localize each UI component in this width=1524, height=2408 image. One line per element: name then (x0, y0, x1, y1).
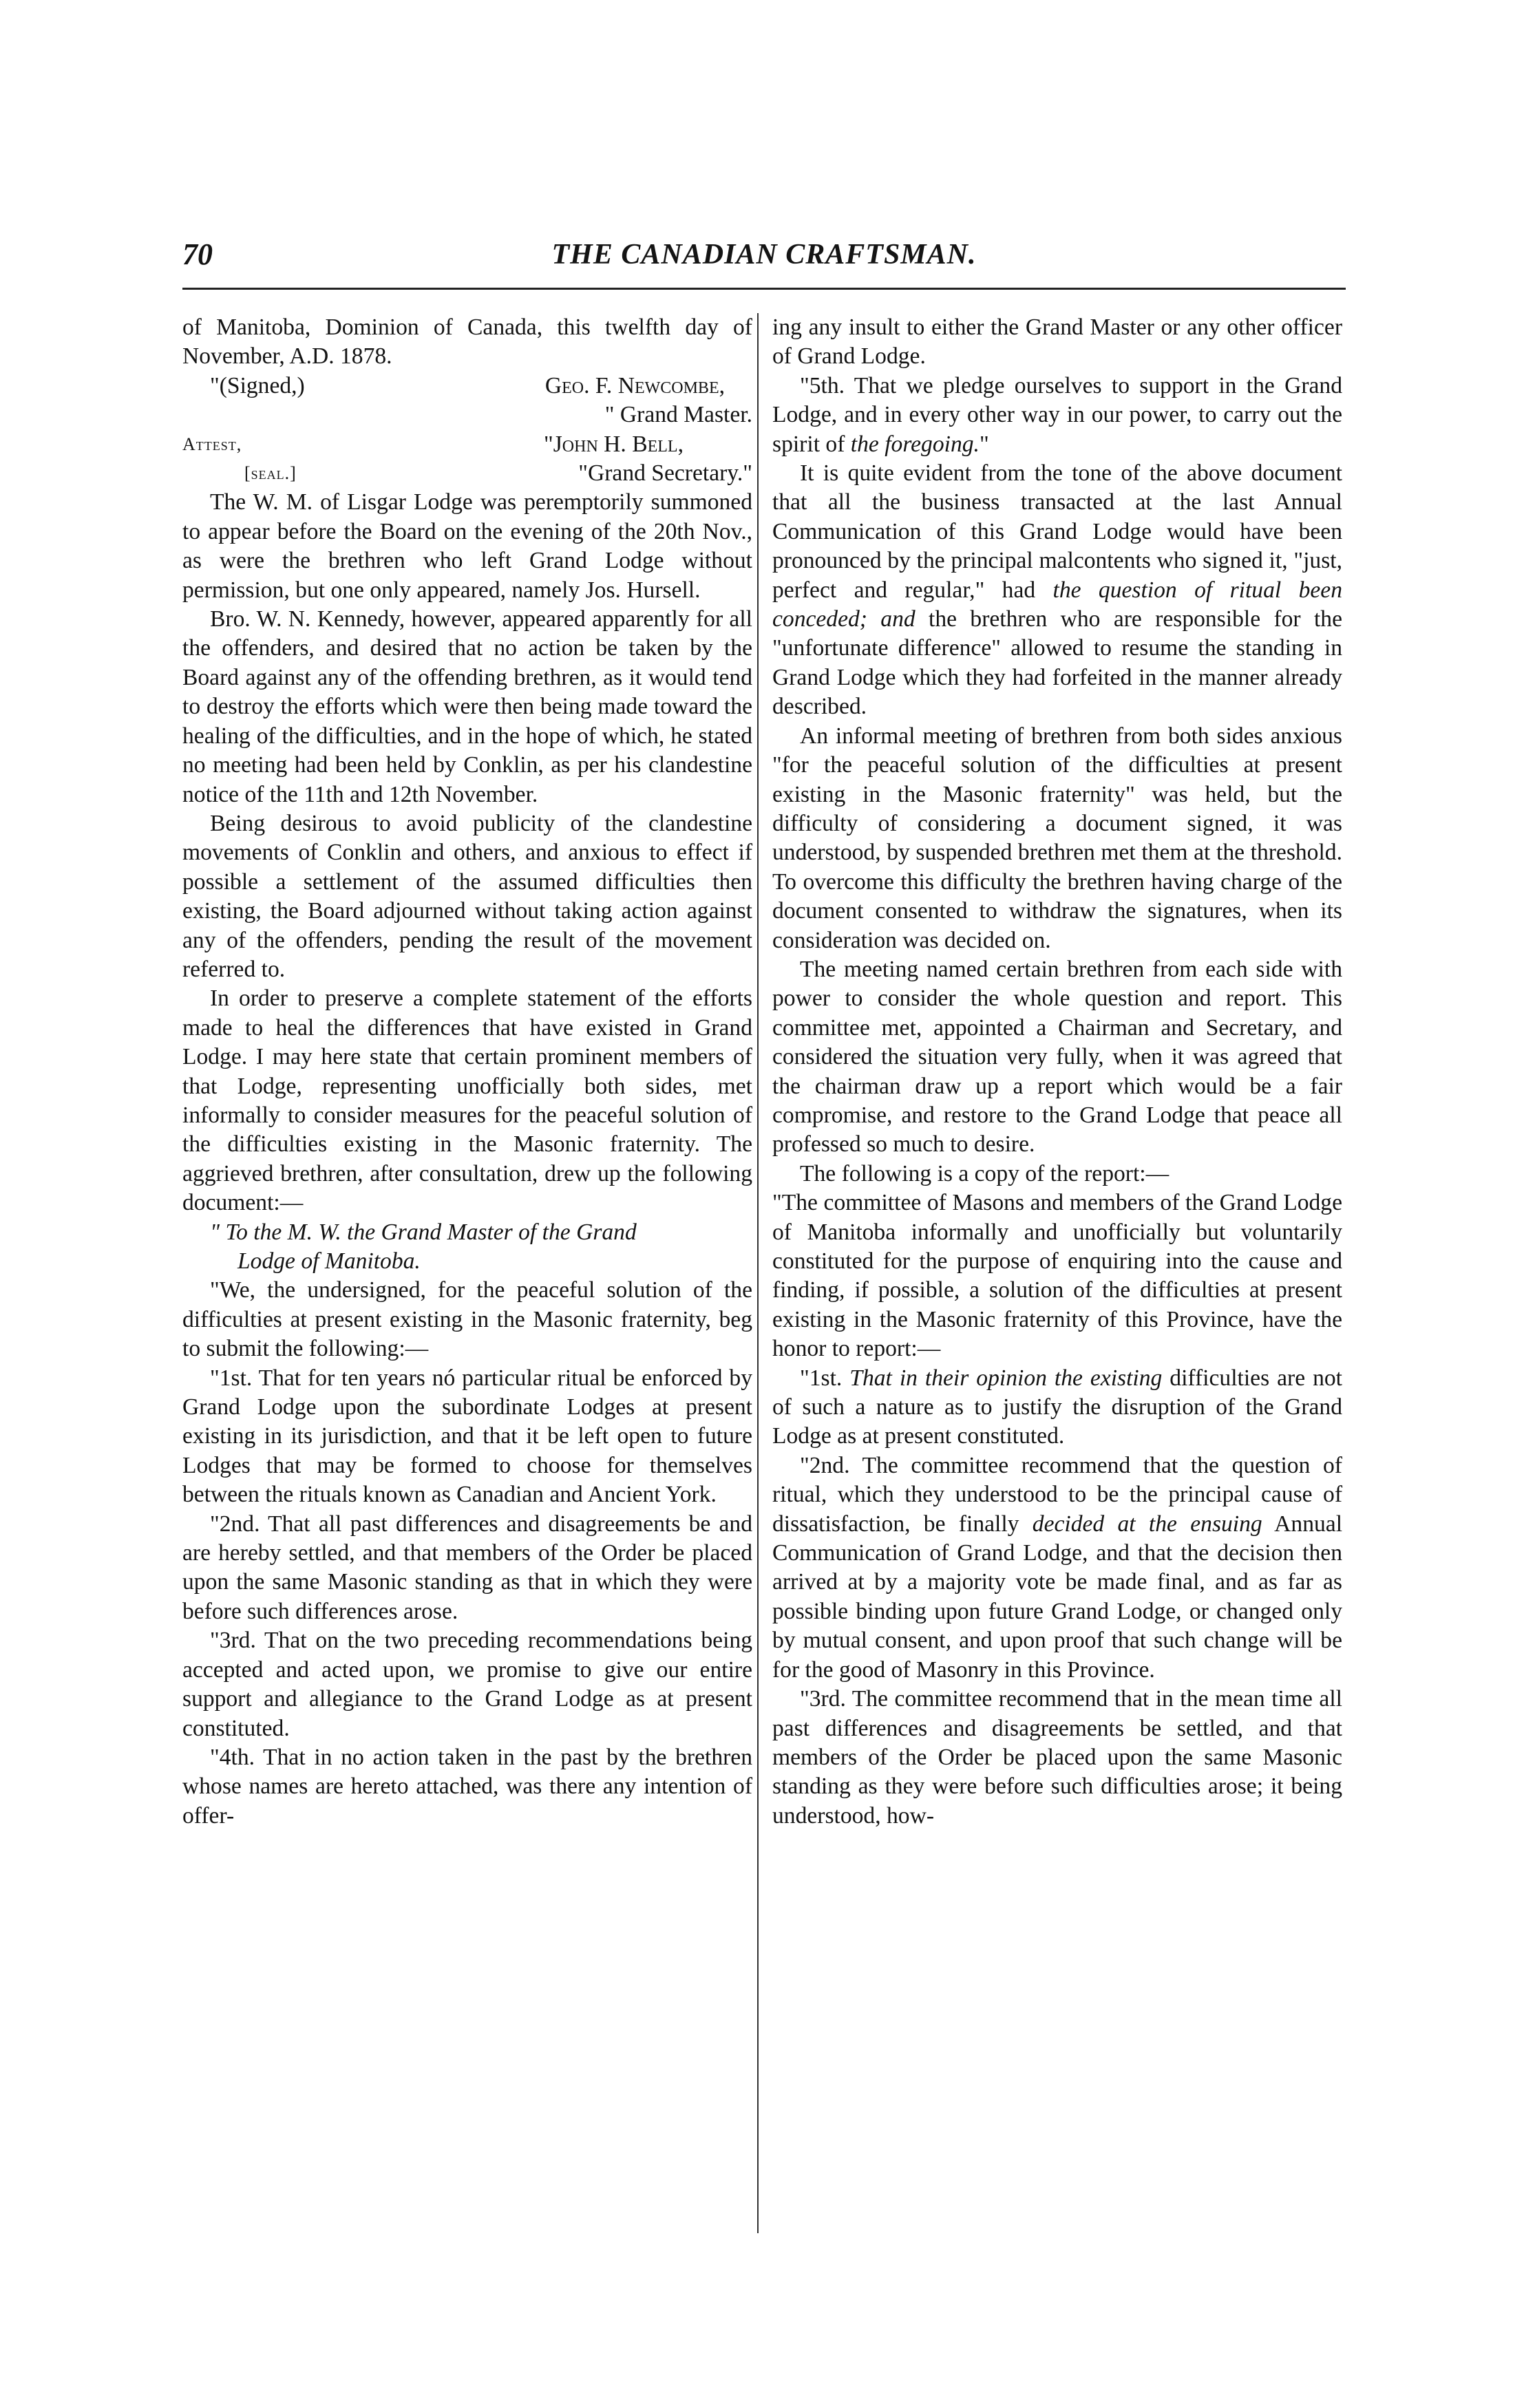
paragraph: It is quite evident from the tone of the above document that all the business transacted at the last Annual Communication of this Grand Lodge would have been pronounced by the principal malcontents who signed it, "just, perfect and regular," had the question of ritual been conceded; and the brethren who are responsible for the "unfortunate difference" allowed to resume the standing in Grand Lodge which they had forfeited in the manner already described. (772, 460, 1342, 720)
right-column (772, 313, 1342, 1831)
paragraph: Being desirous to avoid publicity of the clandestine movements of Conklin and others, and anxious to effect if possible a settlement of the assumed difficulties then existing, the Board adjourned without taking action against any of the offenders, pending the result of the movement referred to. (182, 810, 752, 982)
paragraph: "2nd. The committee recommend that the question of ritual, which they understood to be the principal cause of dissatisfaction, be finally decided at the ensuing Annual Communication of Grand Lodge, and that the decision then arrived at by a majority vote be made final, and as far as possible binding upon future Grand Lodge, or changed only by mutual consent, and upon proof that such change will be for the good of Masonry in this Province. (772, 1452, 1343, 1683)
address-line: " To the M. W. the Grand Master of the Grand (210, 1219, 637, 1245)
header-rule (182, 288, 1346, 290)
column-rule (757, 313, 759, 2233)
page-header (182, 231, 1346, 279)
paragraph: The meeting named certain brethren from each side with power to consider the whole question and report. This committee met, appointed a Chairman and Secretary, and considered the situation very fully, when it was agreed that the chairman draw up a report which would be a fair compromise, and restore to the Grand Lodge that peace all professed so much to desire. (772, 956, 1342, 1158)
signature-line (182, 372, 752, 401)
address-line: Lodge of Manitoba. (237, 1248, 421, 1274)
signatory-title: " Grand Master. (604, 402, 752, 428)
paragraph: "We, the undersigned, for the peaceful solution of the difficulties at present existing in the Masonic fraternity, beg to submit the following:— (182, 1277, 752, 1362)
signatory-name: Geo. F. Newcombe, (544, 372, 725, 398)
paragraph: "1st. That in their opinion the existing difficulties are not of such a nature as to justify the disruption of the Grand Lodge as at present constituted. (772, 1365, 1343, 1449)
signed-label: "(Signed,) (210, 372, 305, 398)
paragraph: Bro. W. N. Kennedy, however, appeared apparently for all the offenders, and desired that no action be taken by the Board against any of the offending brethren, as it would tend to destroy the efforts which were then being made toward the healing of the difficulties, and in the hope of which, he stated no meeting had been held by Conklin, as per his clandestine notice of the 11th and 12th November. (182, 606, 752, 807)
left-column (182, 313, 752, 1831)
paragraph: "The committee of Masons and members of the Grand Lodge of Manitoba informally and unofficially but voluntarily constituted for the purpose of enquiring into the cause and finding, if possible, a solution of the difficulties at present existing in the Masonic fraternity of this Province, have the honor to report:— (772, 1190, 1342, 1362)
paragraph: "5th. That we pledge ourselves to support in the Grand Lodge, and in every other way in our power, to carry out the spirit of the foregoing." (772, 372, 1342, 457)
paragraph: "2nd. That all past differences and disagreements be and are hereby settled, and that members of the Order be placed upon the same Masonic standing as that in which they were before such differences arose. (182, 1511, 752, 1624)
paragraph: of Manitoba, Dominion of Canada, this twelfth day of November, A.D. 1878. (182, 315, 752, 370)
page-number: 70 (182, 237, 213, 271)
signatory-name: "John H. Bell, (544, 431, 684, 457)
paragraph: In order to preserve a complete statement of the efforts made to heal the differences that have existed in Grand Lodge. I may here state that certain prominent members of that Lodge, representing unofficially both sides, met informally to consider measures for the peaceful solution of the difficulties existing in the Masonic fraternity. The aggrieved brethren, after consultation, drew up the following document:— (182, 985, 752, 1216)
paragraph: ing any insult to either the Grand Master or any other officer of Grand Lodge. (772, 315, 1342, 370)
address-heading (182, 1218, 752, 1277)
paragraph: "3rd. That on the two preceding recommendations being accepted and acted upon, we promise to give our entire support and allegiance to the Grand Lodge as at present constituted. (182, 1628, 752, 1741)
signature-line (182, 459, 752, 488)
attest-label: Attest, (182, 434, 242, 454)
paragraph: "1st. That for ten years nó particular ritual be enforced by Grand Lodge upon the subordinate Lodges at present existing in its jurisdiction, and that it be left open to future Lodges that may be formed to choose for themselves between the rituals known as Canadian and Ancient York. (182, 1365, 752, 1508)
signatory-title: "Grand Secretary." (578, 460, 752, 487)
paragraph: "4th. That in no action taken in the past by the brethren whose names are hereto attached, was there any intention of offer- (182, 1744, 752, 1829)
signature-line (182, 430, 752, 459)
running-title: THE CANADIAN CRAFTSMAN. (551, 239, 977, 270)
signature-line (182, 401, 752, 429)
paragraph: "3rd. The committee recommend that in the mean time all past differences and disagreements be settled, and that members of the Order be placed upon the same Masonic standing as they were before such difficulties arose; it being understood, how- (772, 1686, 1342, 1829)
paragraph: The following is a copy of the report:— (800, 1160, 1170, 1186)
paragraph: An informal meeting of brethren from both sides anxious "for the peaceful solution of the difficulties at present existing in the Masonic fraternity" was held, but the difficulty of considering a document signed, it was understood, by suspended brethren met them at the threshold. To overcome this difficulty the brethren having charge of the document consented to withdraw the signatures, when its consideration was decided on. (772, 723, 1342, 953)
seal-label: [seal.] (244, 463, 297, 484)
paragraph: The W. M. of Lisgar Lodge was peremptorily summoned to appear before the Board on the evening of the 20th Nov., as were the brethren who left Grand Lodge without permission, but one only appeared, namely Jos. Hursell. (182, 489, 752, 603)
